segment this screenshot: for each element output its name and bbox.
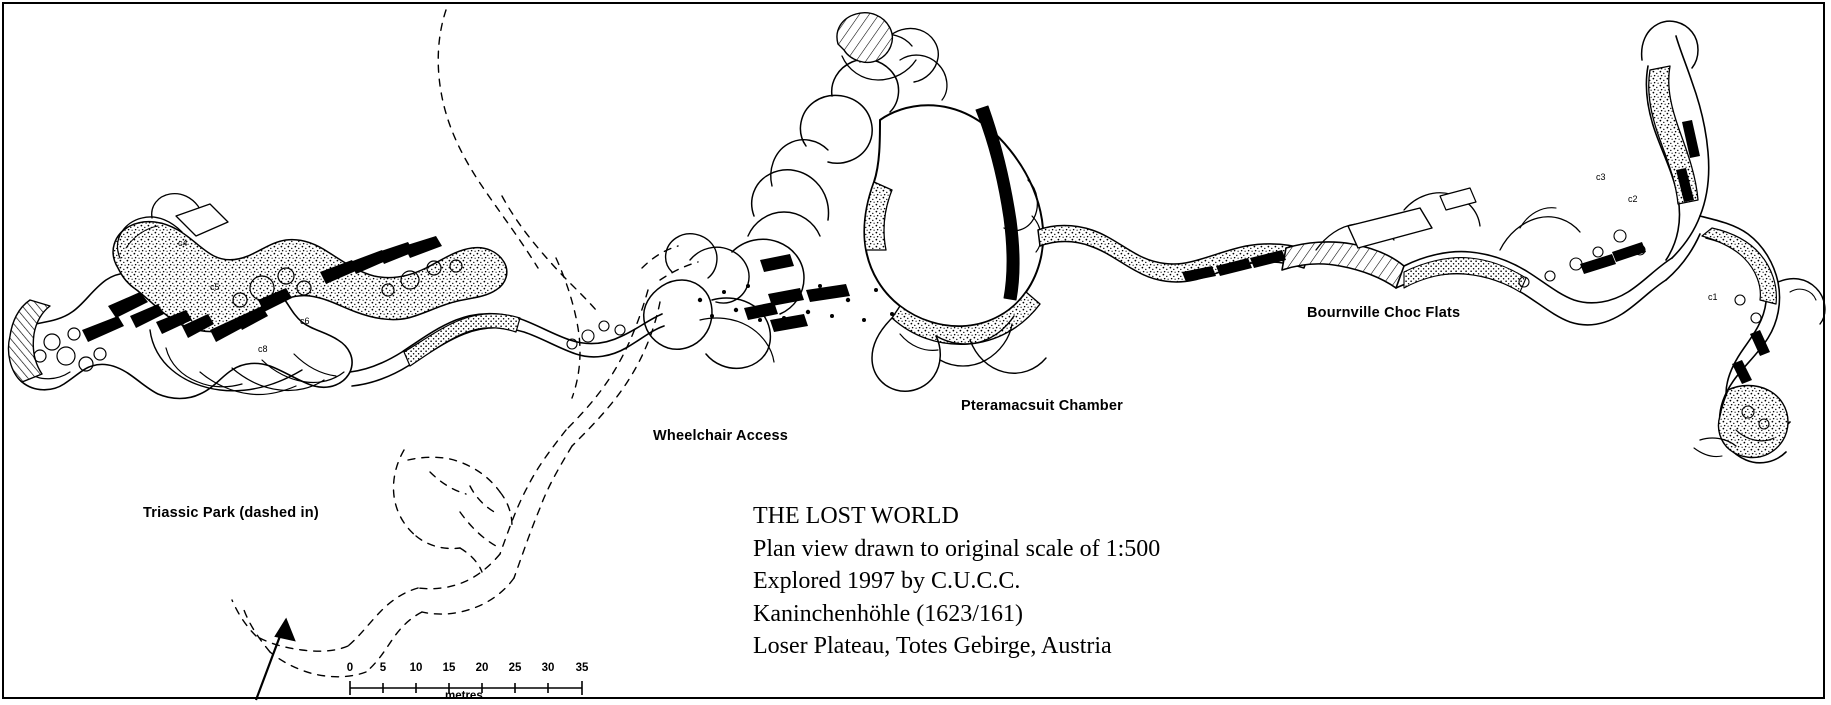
scale-tick-25: 25 <box>508 662 522 674</box>
scale-tick-30: 30 <box>541 662 555 674</box>
svg-text:c5: c5 <box>210 282 220 292</box>
scale-tick-0: 0 <box>346 662 354 674</box>
north-arrow <box>256 620 294 700</box>
title-line-cave: Kaninchenhöhle (1623/161) <box>753 600 1023 627</box>
scale-tick-labels <box>345 662 589 676</box>
title-line-location: Loser Plateau, Totes Gebirge, Austria <box>753 633 1112 659</box>
scale-bar <box>345 662 589 702</box>
scale-tick-35: 35 <box>575 662 589 674</box>
svg-text:c8: c8 <box>258 344 268 354</box>
scale-tick-5: 5 <box>379 662 387 674</box>
scale-tick-10: 10 <box>409 662 423 674</box>
map-label-triassic-park: Triassic Park (dashed in) <box>143 505 319 521</box>
title-line-name: THE LOST WORLD <box>753 503 959 529</box>
svg-text:c3: c3 <box>1596 172 1606 182</box>
title-block <box>753 500 1160 663</box>
svg-text:c4: c4 <box>178 238 188 248</box>
svg-text:c1: c1 <box>1708 292 1718 302</box>
dashed-unsurveyed-passages <box>232 10 698 677</box>
scale-units-label: metres <box>445 690 483 702</box>
scale-tick-20: 20 <box>475 662 489 674</box>
passage-outlines <box>9 13 1825 463</box>
map-label-pteramacsuit-chamber: Pteramacsuit Chamber <box>961 398 1123 414</box>
title-line-scale: Plan view drawn to original scale of 1:500 <box>753 535 1161 562</box>
map-label-wheelchair-access: Wheelchair Access <box>653 428 789 444</box>
svg-text:c6: c6 <box>300 316 310 326</box>
svg-text:c2: c2 <box>1628 194 1638 204</box>
map-label-bournville-choc-flats: Bournville Choc Flats <box>1307 305 1461 321</box>
scale-tick-15: 15 <box>442 662 456 674</box>
title-line-explored: Explored 1997 by C.U.C.C. <box>753 568 1021 594</box>
